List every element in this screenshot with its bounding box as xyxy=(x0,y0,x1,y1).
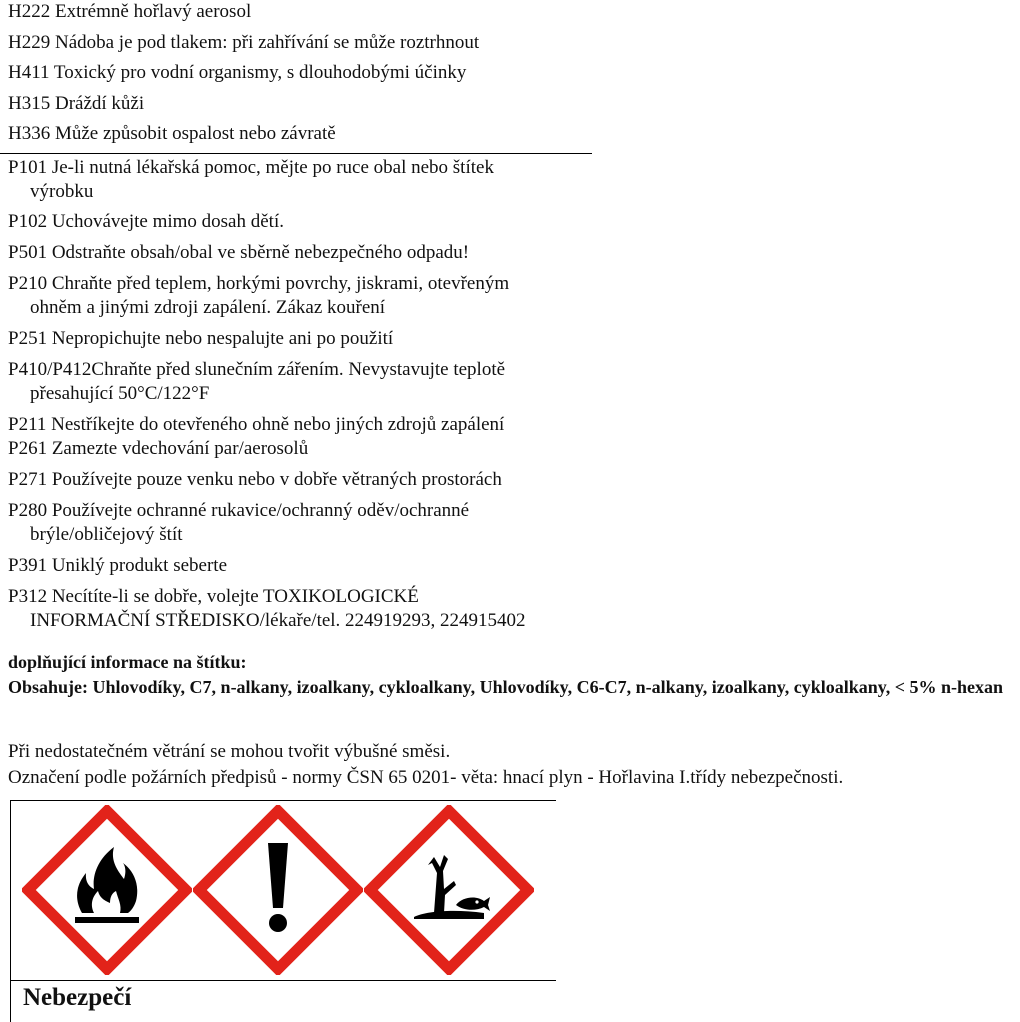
statement-text: P280 Používejte ochranné rukavice/ochranný oděv/ochranné xyxy=(8,500,470,521)
signal-word: Nebezpečí xyxy=(23,984,132,1011)
statement-text: P251 Nepropichujte nebo nespalujte ani po použití xyxy=(8,328,394,349)
hazard-statement: H222 Extrémně hořlavý aerosol xyxy=(8,1,252,22)
hazard-statement: H229 Nádoba je pod tlakem: při zahřívání se může roztrhnout xyxy=(8,31,480,53)
statement-text: P211 Nestříkejte do otevřeného ohně nebo jiných zdrojů zapálení xyxy=(8,414,505,435)
contains-text: Obsahuje: Uhlovodíky, C7, n-alkany, izoalkany, cykloalkany, Uhlovodíky, C6-C7, n-alkany, izoalkany, cykloalkany, < 5% n-hexan xyxy=(8,677,1004,697)
statement-continuation: přesahující 50°C/122°F xyxy=(30,383,210,404)
precautionary-statement xyxy=(8,272,608,320)
hazard-statements xyxy=(8,0,608,153)
precautionary-statement xyxy=(8,156,608,204)
hazard-statement: H315 Dráždí kůži xyxy=(8,92,145,114)
statement-text: P410/P412Chraňte před slunečním zářením. Nevystavujte teplotě xyxy=(8,359,506,380)
note-line: Označení podle požárních předpisů - normy ČSN 65 0201- věta: hnací plyn - Hořlavina I.třídy nebezpečnosti. xyxy=(8,767,844,788)
pictogram-box xyxy=(10,800,556,1022)
section-divider xyxy=(0,153,592,154)
statement-text: P271 Používejte pouze venku nebo v dobře větraných prostorách xyxy=(8,469,502,490)
environment-icon xyxy=(364,805,534,975)
precautionary-statement xyxy=(8,210,608,234)
supplementary-info xyxy=(8,651,1008,698)
statement-continuation: ohněm a jinými zdroji zapálení. Zákaz kouření xyxy=(30,297,386,318)
notes xyxy=(8,739,1018,791)
precautionary-statement xyxy=(8,358,608,406)
divider xyxy=(11,800,556,801)
flame-icon xyxy=(22,805,192,975)
precautionary-statement xyxy=(8,499,608,547)
statement-text: P501 Odstraňte obsah/obal ve sběrně nebezpečného odpadu! xyxy=(8,242,470,263)
statement-text: P101 Je-li nutná lékařská pomoc, mějte po ruce obal nebo štítek xyxy=(8,157,494,178)
statement-text: P312 Necítíte-li se dobře, volejte TOXIKOLOGICKÉ xyxy=(8,586,419,607)
statement-text: P391 Uniklý produkt seberte xyxy=(8,555,228,576)
hazard-statement: H336 Může způsobit ospalost nebo závratě xyxy=(8,123,336,144)
precautionary-statement xyxy=(8,327,608,351)
divider xyxy=(11,980,556,981)
statement-text: P261 Zamezte vdechování par/aerosolů xyxy=(8,438,309,459)
statement-continuation: brýle/obličejový štít xyxy=(30,524,183,545)
hazard-statement: H411 Toxický pro vodní organismy, s dlouhodobými účinky xyxy=(8,62,467,83)
precautionary-statements xyxy=(8,156,608,633)
statement-continuation: výrobku xyxy=(30,181,94,202)
statement-text: P210 Chraňte před teplem, horkými povrchy, jiskrami, otevřeným xyxy=(8,273,510,294)
precautionary-statement xyxy=(8,585,608,633)
precautionary-statement xyxy=(8,413,608,437)
supplementary-heading: doplňující informace na štítku: xyxy=(8,652,247,672)
exclamation-mark-icon xyxy=(193,805,363,975)
precautionary-statement xyxy=(8,241,608,265)
precautionary-statement xyxy=(8,554,608,578)
statement-text: P102 Uchovávejte mimo dosah dětí. xyxy=(8,211,284,232)
note-line: Při nedostatečném větrání se mohou tvořit výbušné směsi. xyxy=(8,741,451,762)
statement-continuation: INFORMAČNÍ STŘEDISKO/lékaře/tel. 224919293, 224915402 xyxy=(30,610,526,631)
precautionary-statement xyxy=(8,437,608,461)
precautionary-statement xyxy=(8,468,608,492)
